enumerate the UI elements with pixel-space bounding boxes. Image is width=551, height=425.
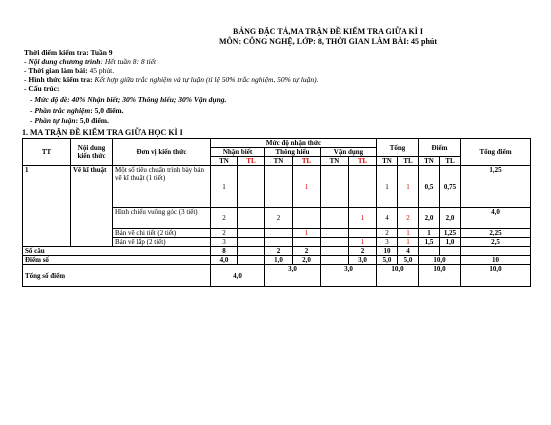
cell-total-score: 2,25 — [461, 229, 531, 238]
diemso-th-tl: 2,0 — [293, 256, 321, 265]
th-vd-tn: TN — [321, 157, 349, 166]
tongdiem-nb: 4,0 — [211, 265, 265, 287]
cell-nb-tn: 1 — [211, 166, 238, 208]
socau-total-tn: 10 — [377, 247, 398, 256]
socau-vd-tn — [321, 247, 349, 256]
tongdiem-total: 10,0 — [461, 265, 531, 287]
socau-label: Số câu — [23, 247, 211, 256]
essay-value: : 5,0 điểm. — [75, 116, 109, 125]
cell-total-tn: 1 — [377, 166, 398, 208]
cell-nb-tl — [238, 208, 265, 229]
cell-total-score: 4,0 — [461, 208, 531, 229]
socau-total-score — [461, 247, 531, 256]
tongdiem-score: 10,0 — [419, 265, 461, 287]
cell-score-tn: 1 — [419, 229, 440, 238]
cell-th-tl: 1 — [293, 166, 321, 208]
cell-th-tn — [265, 166, 293, 208]
socau-vd-tl: 2 — [349, 247, 377, 256]
th-vd-tl: TL — [349, 157, 377, 166]
cell-nb-tn: 2 — [211, 208, 238, 229]
diemso-vd-tl: 3,0 — [349, 256, 377, 265]
cell-nb-tl — [238, 166, 265, 208]
unit-cell: Hình chiếu vuông góc (3 tiết) — [113, 208, 211, 229]
cell-vd-tl — [349, 229, 377, 238]
cell-score-tl: 1,25 — [440, 229, 461, 238]
section-title: 1. MA TRẬN ĐỀ KIỂM TRA GIỮA HỌC KÌ I — [22, 128, 183, 137]
duration-line — [24, 66, 114, 75]
cell-total-tl: 2 — [398, 208, 419, 229]
th-nb-tn: TN — [211, 157, 238, 166]
th-vd: Vận dụng — [321, 148, 377, 157]
cell-total-tl: 1 — [398, 238, 419, 247]
diemso-th-tn: 1,0 — [265, 256, 293, 265]
cell-vd-tl: 1 — [349, 208, 377, 229]
th-total: Tổng — [377, 139, 419, 157]
th-total-tn: TN — [377, 157, 398, 166]
exam-matrix-table — [22, 138, 531, 287]
row-number: 1 — [23, 166, 71, 247]
cell-vd-tl — [349, 166, 377, 208]
diemso-score: 10,0 — [419, 256, 461, 265]
cell-total-tn: 2 — [377, 229, 398, 238]
th-total-tl: TL — [398, 157, 419, 166]
cell-score-tl: 1,0 — [440, 238, 461, 247]
cell-total-tl: 1 — [398, 166, 419, 208]
form-label: - Hình thức kiểm tra: — [24, 75, 93, 84]
th-nb-tl: TL — [238, 157, 265, 166]
cell-vd-tn — [321, 229, 349, 238]
tongdiem-th: 3,0 — [265, 265, 321, 287]
tongdiem-label: Tổng số điểm — [23, 265, 211, 287]
cell-total-tl: 1 — [398, 229, 419, 238]
diemso-nb-tl — [238, 256, 265, 265]
cell-nb-tl — [238, 229, 265, 238]
diemso-total-tn: 5,0 — [377, 256, 398, 265]
diemso-total-tl: 5,0 — [398, 256, 419, 265]
cell-total-tn: 3 — [377, 238, 398, 247]
cell-total-tn: 4 — [377, 208, 398, 229]
unit-cell: Bản vẽ chi tiết (2 tiết) — [113, 229, 211, 238]
mc-label: - Phần trắc nghiệm — [30, 106, 91, 115]
row-tongdiem — [23, 265, 531, 287]
content-label: - Nội dung chương trình — [24, 57, 101, 66]
unit-cell: Bản vẽ lắp (2 tiết) — [113, 238, 211, 247]
cell-score-tl: 0,75 — [440, 166, 461, 208]
cell-vd-tn — [321, 208, 349, 229]
tongdiem-vd: 3,0 — [321, 265, 377, 287]
row-topic: Vẽ kĩ thuật — [71, 166, 113, 247]
th-score-tl: TL — [440, 157, 461, 166]
time-line: Thời điểm kiểm tra: Tuần 9 — [24, 48, 113, 57]
socau-nb-tl — [238, 247, 265, 256]
th-th: Thông hiểu — [265, 148, 321, 157]
socau-score-tn — [419, 247, 440, 256]
socau-total-tl: 4 — [398, 247, 419, 256]
structure-line: - Cấu trúc: — [24, 84, 60, 93]
cell-th-tl: 1 — [293, 229, 321, 238]
th-score-tn: TN — [419, 157, 440, 166]
socau-score-tl — [440, 247, 461, 256]
cell-vd-tl: 1 — [349, 238, 377, 247]
cell-th-tn — [265, 238, 293, 247]
form-line — [24, 75, 319, 84]
cell-score-tn: 0,5 — [419, 166, 440, 208]
cell-nb-tn: 2 — [211, 229, 238, 238]
cell-nb-tl — [238, 238, 265, 247]
form-value: Kết hợp giữa trắc nghiệm và tự luận (tỉ lệ 50% trắc nghiệm, 50% tự luận). — [92, 75, 319, 84]
diemso-label: Điểm số — [23, 256, 211, 265]
th-level: Mức độ nhận thức — [211, 139, 377, 148]
diemso-vd-tn — [321, 256, 349, 265]
th-nb: Nhận biết — [211, 148, 265, 157]
cell-th-tl — [293, 238, 321, 247]
tongdiem-tong: 10,0 — [377, 265, 419, 287]
cell-total-score: 2,5 — [461, 238, 531, 247]
row-diemso — [23, 256, 531, 265]
cell-nb-tn: 3 — [211, 238, 238, 247]
mc-line — [30, 106, 124, 115]
diemso-total-score: 10 — [461, 256, 531, 265]
th-total-score: Tổng điểm — [461, 139, 531, 166]
header-row-1 — [23, 139, 531, 148]
unit-cell: Một số tiêu chuẩn trình bày bản vẽ kĩ thuật (1 tiết) — [113, 166, 211, 208]
essay-line — [30, 116, 109, 125]
socau-nb-tn: 8 — [211, 247, 238, 256]
cell-score-tn: 1,5 — [419, 238, 440, 247]
doc-subtitle: MÔN: CÔNG NGHỆ, LỚP: 8, THỜI GIAN LÀM BÀI: 45 phút — [218, 37, 438, 46]
level-line: - Mức độ đề: 40% Nhận biết; 30% Thông hiểu; 30% Vận dụng. — [30, 95, 227, 104]
diemso-nb-tn: 4,0 — [211, 256, 238, 265]
doc-title: BẢNG ĐẶC TẢ,MA TRẬN ĐỀ KIỂM TRA GIỮA KÌ I — [233, 27, 423, 36]
cell-vd-tn — [321, 166, 349, 208]
th-unit: Đơn vị kiến thức — [113, 139, 211, 166]
duration-value: 45 phút. — [87, 66, 115, 75]
th-tt: TT — [23, 139, 71, 166]
duration-label: - Thời gian làm bài: — [24, 66, 88, 75]
cell-th-tn: 2 — [265, 208, 293, 229]
cell-vd-tn — [321, 238, 349, 247]
socau-th-tn: 2 — [265, 247, 293, 256]
th-th-tn: TN — [265, 157, 293, 166]
cell-score-tn: 2,0 — [419, 208, 440, 229]
content-value: : Hết tuần 8: 8 tiết — [100, 57, 157, 66]
cell-score-tl: 2,0 — [440, 208, 461, 229]
content-line — [24, 57, 156, 66]
th-th-tl: TL — [293, 157, 321, 166]
essay-label: - Phần tự luận — [30, 116, 76, 125]
th-score: Điểm — [419, 139, 461, 157]
mc-value: : 5,0 điểm. — [90, 106, 124, 115]
socau-th-tl: 2 — [293, 247, 321, 256]
row-socau — [23, 247, 531, 256]
cell-th-tn — [265, 229, 293, 238]
table-row — [23, 166, 531, 208]
cell-th-tl — [293, 208, 321, 229]
th-content: Nội dung kiến thức — [71, 139, 113, 166]
cell-total-score: 1,25 — [461, 166, 531, 208]
